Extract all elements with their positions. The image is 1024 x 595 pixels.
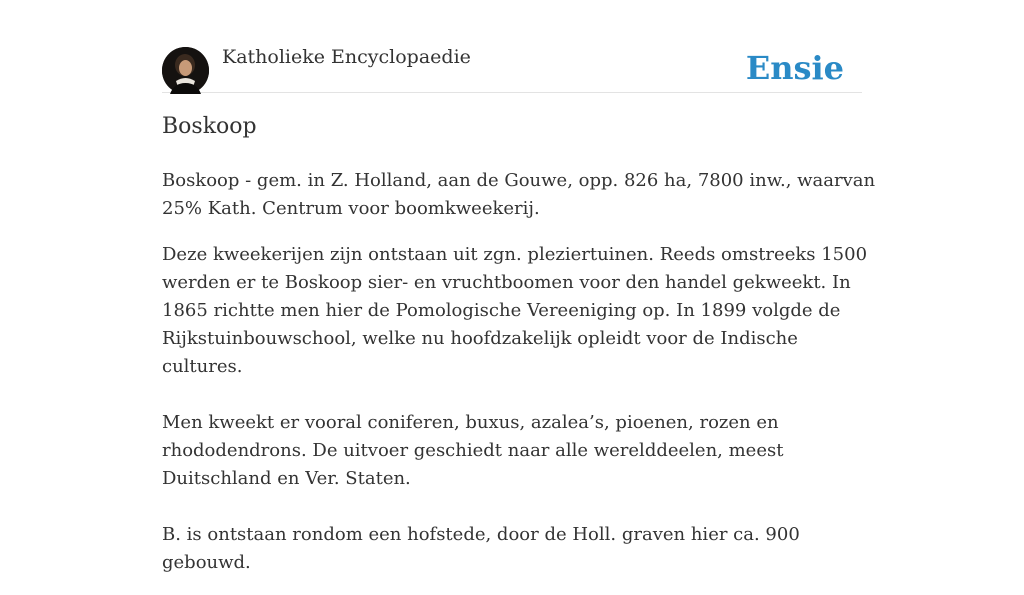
article-paragraph: B. is ontstaan rondom een hofstede, door de Holl. graven hier ca. 900 gebouwd. (162, 524, 800, 573)
portrait-icon (162, 47, 209, 94)
article-paragraph: Deze kweekerijen zijn ontstaan uit zgn. pleziertuinen. Reeds omstreeks 1500 werden er te Boskoop sier- en vruchtboomen voor den handel gekweekt. In 1865 richtte men hier de Pomologische Vereeniging op. In 1899 volgde de Rijkstuinbouwschool, welke nu hoofdzakelijk opleidt voor de Indische cultures. (162, 244, 868, 377)
article-paragraph: Men kweekt er vooral coniferen, buxus, azalea’s, pioenen, rozen en rhododendrons. De uitvoer geschiedt naar alle werelddeelen, meest Duitschland en Ver. Staten. (162, 412, 784, 489)
article-paragraph: Boskoop - gem. in Z. Holland, aan de Gouwe, opp. 826 ha, 7800 inw., waarvan 25% Kath. Centrum voor boomkweekerij. (162, 170, 876, 219)
site-header (162, 44, 862, 93)
article-title: Boskoop (162, 114, 257, 139)
brand-logo[interactable]: Ensie (745, 49, 844, 87)
site-name[interactable]: Katholieke Encyclopaedie (222, 46, 471, 68)
article-body (162, 167, 882, 595)
avatar[interactable] (162, 47, 209, 94)
